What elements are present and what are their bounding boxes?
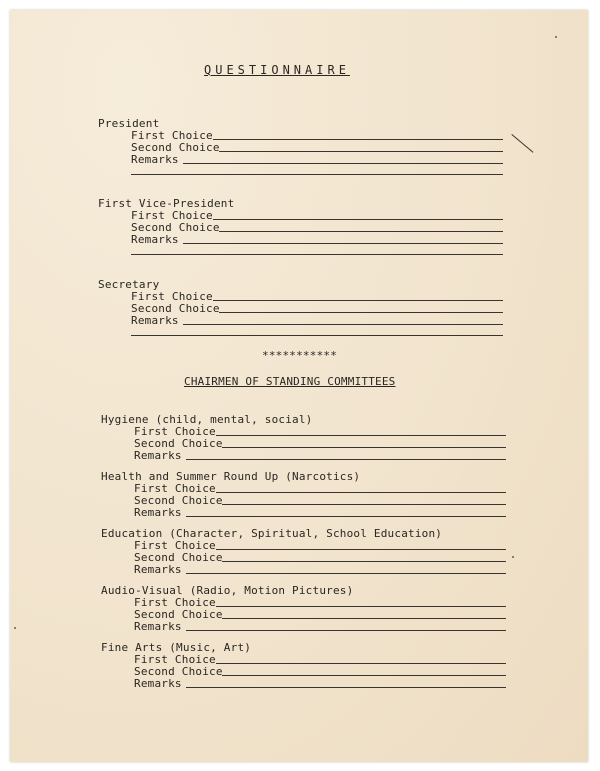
second-choice-field[interactable] [219,151,503,152]
remarks-field[interactable] [186,687,506,688]
first-choice-field[interactable] [216,435,506,436]
section-heading-president: President [98,117,160,130]
first-choice-label: First Choice [134,482,216,495]
first-choice-label: First Choice [131,129,213,142]
second-choice-field[interactable] [222,561,506,562]
paper-speck [512,556,514,558]
second-choice-label: Second Choice [134,665,223,678]
second-choice-field[interactable] [219,312,503,313]
remarks-field[interactable] [183,243,503,244]
committee-heading-education: Education (Character, Spiritual, School Education) [101,527,443,540]
committee-heading-audio-visual: Audio-Visual (Radio, Motion Pictures) [101,584,354,597]
section-heading-first-vice-president: First Vice-President [98,197,235,210]
remarks-label: Remarks [131,153,179,166]
first-choice-field[interactable] [216,663,506,664]
second-choice-label: Second Choice [134,437,223,450]
first-choice-label: First Choice [131,209,213,222]
first-choice-label: First Choice [134,653,216,666]
first-choice-label: First Choice [131,290,213,303]
remarks-label: Remarks [134,563,182,576]
second-choice-field[interactable] [222,618,506,619]
paper-speck [555,36,557,38]
remarks-field[interactable] [186,630,506,631]
second-choice-field[interactable] [222,675,506,676]
remarks-field-extra[interactable] [131,335,503,336]
second-choice-label: Second Choice [134,494,223,507]
second-choice-field[interactable] [219,231,503,232]
committees-heading: CHAIRMEN OF STANDING COMMITTEES [184,375,396,388]
remarks-label: Remarks [134,449,182,462]
first-choice-label: First Choice [134,596,216,609]
first-choice-label: First Choice [134,539,216,552]
remarks-label: Remarks [131,314,179,327]
first-choice-field[interactable] [216,492,506,493]
page-title: QUESTIONNAIRE [204,63,350,77]
remarks-field[interactable] [186,459,506,460]
committee-heading-fine-arts: Fine Arts (Music, Art) [101,641,252,654]
remarks-label: Remarks [134,677,182,690]
first-choice-field[interactable] [213,300,503,301]
committee-heading-health: Health and Summer Round Up (Narcotics) [101,470,361,483]
remarks-label: Remarks [134,620,182,633]
remarks-label: Remarks [134,506,182,519]
first-choice-field[interactable] [216,606,506,607]
second-choice-label: Second Choice [131,141,220,154]
second-choice-label: Second Choice [131,221,220,234]
remarks-field[interactable] [183,163,503,164]
remarks-field[interactable] [186,516,506,517]
separator: *********** [262,349,338,362]
remarks-field[interactable] [183,324,503,325]
remarks-field-extra[interactable] [131,174,503,175]
second-choice-label: Second Choice [134,608,223,621]
first-choice-field[interactable] [216,549,506,550]
second-choice-label: Second Choice [134,551,223,564]
committee-heading-hygiene: Hygiene (child, mental, social) [101,413,313,426]
second-choice-field[interactable] [222,504,506,505]
remarks-field-extra[interactable] [131,254,503,255]
first-choice-field[interactable] [213,139,503,140]
remarks-label: Remarks [131,233,179,246]
section-heading-secretary: Secretary [98,278,160,291]
paper-speck [14,627,16,629]
second-choice-field[interactable] [222,447,506,448]
second-choice-label: Second Choice [131,302,220,315]
remarks-field[interactable] [186,573,506,574]
first-choice-field[interactable] [213,219,503,220]
first-choice-label: First Choice [134,425,216,438]
